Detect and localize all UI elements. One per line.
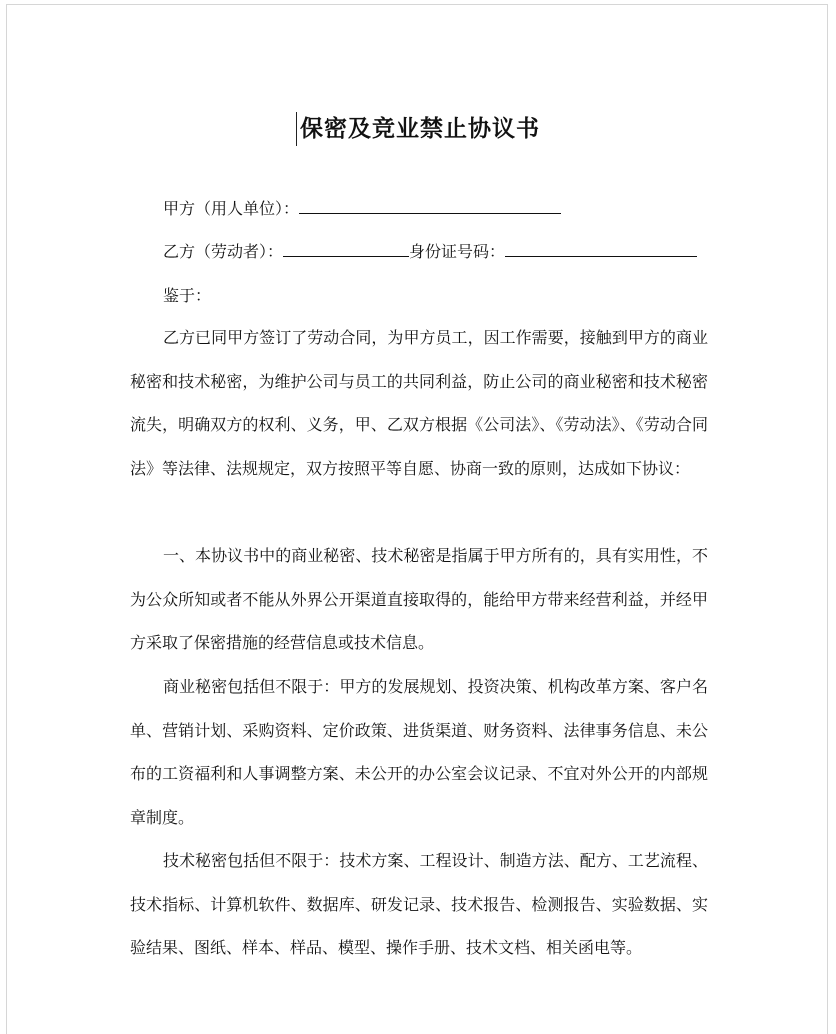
party-b-blank[interactable] xyxy=(283,240,409,257)
party-a-blank[interactable] xyxy=(299,197,561,214)
party-a-line xyxy=(163,197,561,221)
title-container xyxy=(0,112,836,146)
party-b-label: 乙方（劳动者）： xyxy=(163,242,284,261)
paragraph-business-secrets: 商业秘密包括但不限于：甲方的发展规划、投资决策、机构改革方案、客户名单、营销计划、采购资料、定价政策、进货渠道、财务资料、法律事务信息、未公布的工资福利和人事调整方案、未公开的办公室会议记录、不宜对外公开的内部规章制度。 xyxy=(130,677,708,827)
party-b-line xyxy=(163,240,697,264)
party-a-label: 甲方（用人单位）： xyxy=(163,199,300,218)
paragraph-technical-secrets: 技术秘密包括但不限于：技术方案、工程设计、制造方法、配方、工艺流程、技术指标、计算机软件、数据库、研发记录、技术报告、检测报告、实验数据、实验结果、图纸、样本、样品、模型、操作手册、技术文档、相关函电等。 xyxy=(130,851,708,957)
whereas-line xyxy=(163,284,211,308)
id-number-label: 身份证号码： xyxy=(409,242,506,261)
document-title: 保密及竞业禁止协议书 xyxy=(296,112,540,146)
paragraph-article-1: 一、本协议书中的商业秘密、技术秘密是指属于甲方所有的，具有实用性，不为公众所知或者不能从外界公开渠道直接取得的，能给甲方带来经营利益，并经甲方采取了保密措施的经营信息或技术信息。 xyxy=(130,546,708,652)
whereas-label: 鉴于： xyxy=(163,286,212,305)
paragraph-recital: 乙方已同甲方签订了劳动合同，为甲方员工，因工作需要，接触到甲方的商业秘密和技术秘密，为维护公司与员工的共同利益，防止公司的商业秘密和技术秘密流失，明确双方的权利、义务，甲、乙双方根据《公司法》、《劳动法》、《劳动合同法》等法律、法规规定，双方按照平等自愿、协商一致的原则，达成如下协议： xyxy=(130,328,708,478)
id-number-blank[interactable] xyxy=(505,240,697,257)
